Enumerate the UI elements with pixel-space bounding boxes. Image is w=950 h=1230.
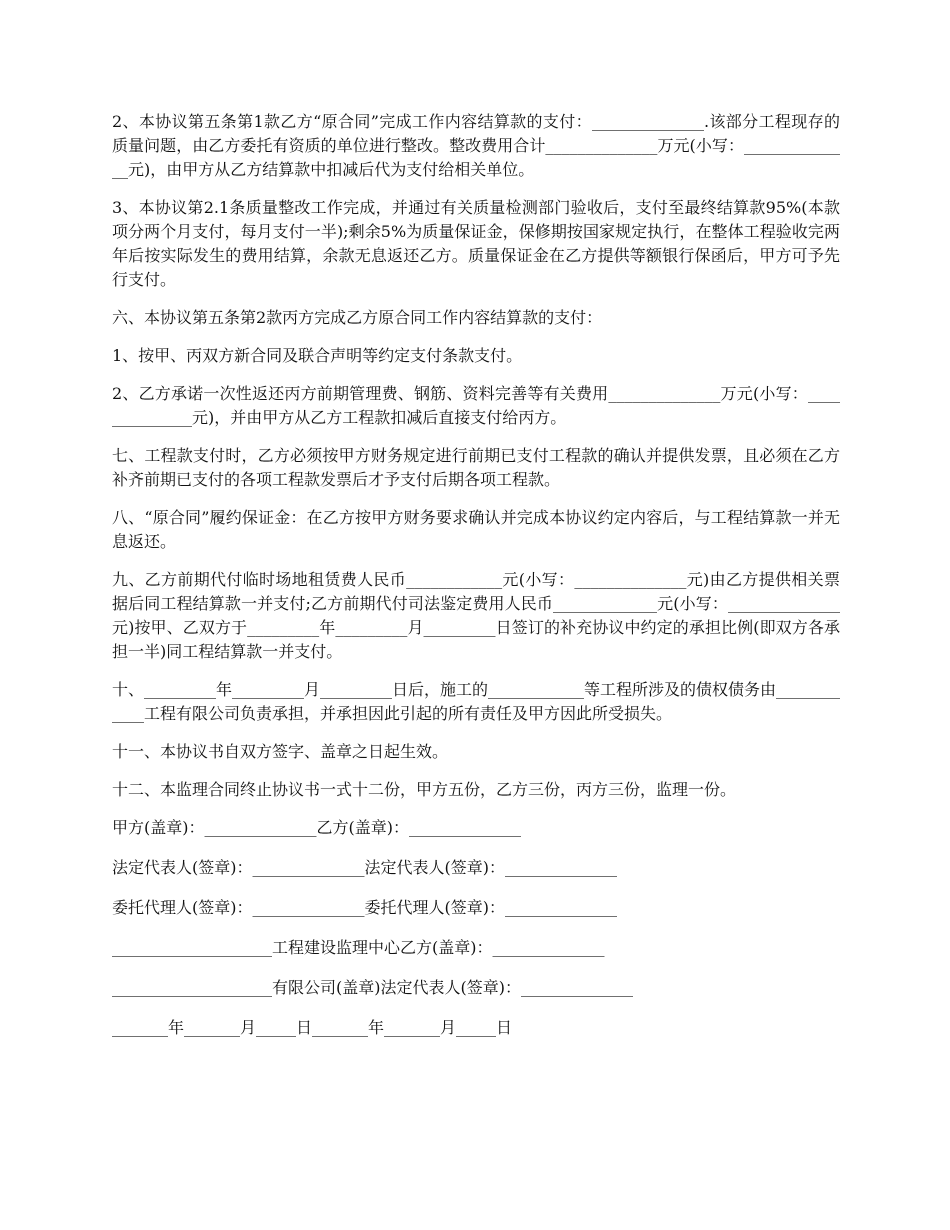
signature-line-party-seal: 甲方(盖章)：______________乙方(盖章)：______________ bbox=[112, 818, 521, 837]
signature-line-agent: 委托代理人(签章)：______________委托代理人(签章)：______________ bbox=[112, 898, 617, 917]
signature-line-company-seal: ____________________有限公司(盖章)法定代表人(签章)：______________ bbox=[112, 978, 633, 997]
signature-block bbox=[112, 816, 840, 1040]
signature-line-legal-rep: 法定代表人(签章)：______________法定代表人(签章)：______________ bbox=[112, 858, 617, 877]
signature-line-supervision-center: ____________________工程建设监理中心乙方(盖章)：______________ bbox=[112, 938, 605, 957]
clause-6-1: 1、按甲、丙双方新合同及联合声明等约定支付条款支付。 bbox=[112, 346, 523, 365]
clause-3-quality-rectification: 3、本协议第2.1条质量整改工作完成，并通过有关质量检测部门验收后，支付至最终结算款95%(本款项分两个月支付，每月支付一半);剩余5%为质量保证金，保修期按国家规定执行，在整体工程验收完两年后按实际发生的费用结算，余款无息返还乙方。质量保证金在乙方提供等额银行保函后，甲方可予先行支付。 bbox=[112, 198, 840, 289]
clause-10: 十、_________年_________月_________日后，施工的____________等工程所涉及的债权债务由____________工程有限公司负责承担，并承担因此引起的所有责任及甲方因此所受损失。 bbox=[112, 680, 841, 723]
clause-6-2: 2、乙方承诺一次性返还丙方前期管理费、钢筋、资料完善等有关费用______________万元(小写：______________元)，并由甲方从乙方工程款扣减后直接支付给丙方。 bbox=[112, 384, 840, 427]
clause-8: 八、“原合同”履约保证金：在乙方按甲方财务要求确认并完成本协议约定内容后，与工程结算款一并无息返还。 bbox=[112, 508, 840, 551]
clause-2-settlement-payment: 2、本协议第五条第1款乙方“原合同”完成工作内容结算款的支付：______________.该部分工程现存的质量问题，由乙方委托有资质的单位进行整改。整改费用合计______________万元(小写：______________元)，由甲方从乙方结算款中扣减后代为支付给相关单位。 bbox=[112, 112, 840, 179]
clause-9: 九、乙方前期代付临时场地租赁费人民币____________元(小写：______________元)由乙方提供相关票据后同工程结算款一并支付;乙方前期代付司法鉴定费用人民币_____________元(小写：______________元)按甲、乙双方于_________年_________月_________日签订的补充协议中约定的承担比例(即双方各承担一半)同工程结算款一并支付。 bbox=[112, 570, 840, 661]
clause-7: 七、工程款支付时，乙方必须按甲方财务规定进行前期已支付工程款的确认并提供发票，且必须在乙方补齐前期已支付的各项工程款发票后才予支付后期各项工程款。 bbox=[112, 446, 840, 489]
signature-line-date: _______年_______月_____日_______年_______月_____日 bbox=[112, 1018, 513, 1037]
clause-11: 十一、本协议书自双方签字、盖章之日起生效。 bbox=[112, 742, 449, 761]
document-page bbox=[112, 110, 840, 1056]
clause-12: 十二、本监理合同终止协议书一式十二份，甲方五份，乙方三份，丙方三份，监理一份。 bbox=[112, 780, 737, 799]
clause-6-heading: 六、本协议第五条第2款丙方完成乙方原合同工作内容结算款的支付： bbox=[112, 308, 603, 327]
